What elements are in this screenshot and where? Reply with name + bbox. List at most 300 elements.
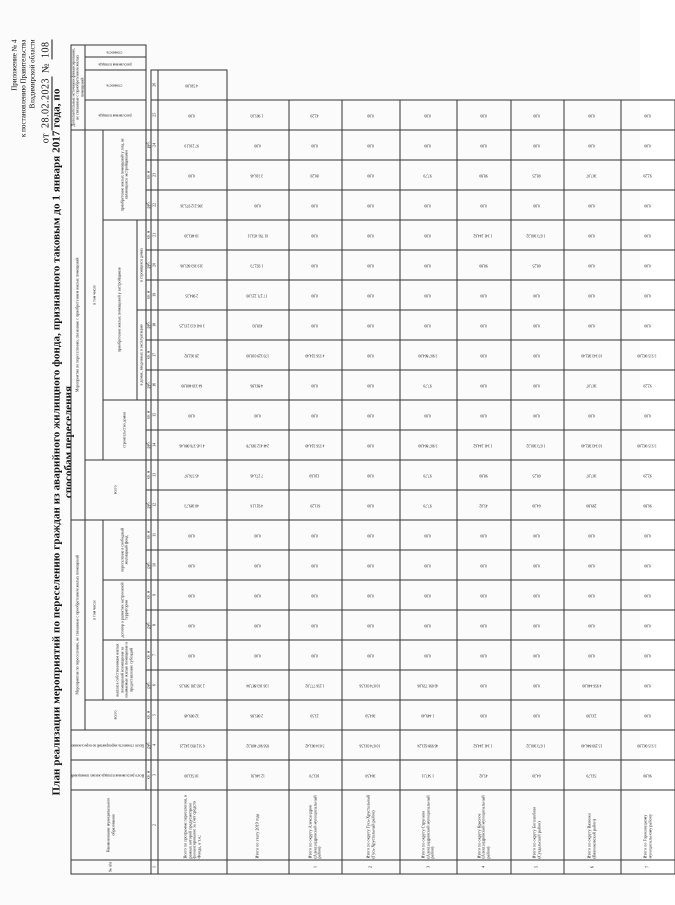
table-cell: 0,00 (289, 370, 342, 400)
table-cell: 0,00 (342, 610, 400, 640)
table-cell: 0,00 (621, 220, 674, 250)
table-cell: 23,50 (289, 700, 342, 730)
table-cell: 307,07 (564, 370, 622, 400)
unit-cell: руб. (146, 610, 151, 640)
table-cell: 98,80 (457, 250, 510, 280)
row-municipality: Итого по округу Струнино (Александровский муниципальный район) (400, 790, 458, 860)
unit-cell: кв. м (146, 220, 151, 250)
table-cell: 92,20 (621, 370, 674, 400)
table-cell: 98,80 (457, 160, 510, 190)
row-municipality: Итого по округу Александров (Александровский муниципальный район) (289, 790, 342, 860)
table-cell: 319 363 665,06 (158, 250, 227, 280)
header-including-2: в том числе (85, 130, 103, 460)
date-prefix: от (40, 133, 52, 144)
table-cell: 136 163 887,94 (227, 670, 289, 700)
header-group-not-related: Мероприятия по переселению, не связанные с приобретением жилых помещений (71, 520, 85, 730)
table-cell: 97 216,19 (158, 130, 227, 160)
table-cell: 0,00 (457, 580, 510, 610)
table-cell: 0,00 (564, 640, 622, 670)
column-number: 10 (151, 550, 158, 580)
unit-cell: руб. (146, 730, 151, 760)
table-cell: 1 673 300,32 (511, 430, 564, 460)
column-number: 25 (151, 100, 158, 130)
appendix-block (11, 40, 53, 144)
column-number: 20 (151, 250, 158, 280)
plan-table-wrap (70, 45, 657, 875)
table-cell: 68,25 (511, 460, 564, 490)
table-cell: 0,00 (511, 580, 564, 610)
table-cell: 299,80 (564, 490, 622, 520)
column-number: 19 (151, 280, 158, 310)
appendix-line-1: Приложение № 4 (10, 39, 19, 91)
table-cell: 0,00 (227, 400, 289, 430)
column-number: 23 (151, 160, 158, 190)
table-cell: 1 341 244,62 (457, 430, 510, 460)
table-cell: 98,80 (457, 460, 510, 490)
column-number: 11 (151, 520, 158, 550)
table-cell: 45,02 (457, 760, 510, 790)
table-cell: 1 673 300,32 (511, 730, 564, 760)
table-cell: 0,00 (158, 610, 227, 640)
table-cell: 0,00 (400, 280, 458, 310)
table-cell: 68,25 (511, 160, 564, 190)
table-cell: 0,00 (400, 580, 458, 610)
table-cell: 97,70 (400, 460, 458, 490)
table-cell: 0,00 (457, 100, 510, 130)
table-cell: 304,50 (342, 700, 400, 730)
table-cell: 0,00 (400, 520, 458, 550)
table-cell: 0,00 (342, 220, 400, 250)
table-cell: 0,00 (158, 400, 227, 430)
table-cell: 10 074 033,56 (342, 670, 400, 700)
table-cell: 68,25 (511, 250, 564, 280)
header-num: № п/п (71, 860, 151, 874)
table-cell: 97,70 (400, 490, 458, 520)
table-cell: 856 907 408,32 (227, 730, 289, 760)
table-cell: 0,00 (621, 700, 674, 730)
table-cell: 0,00 (564, 130, 622, 160)
header-construction: строительство домов (103, 400, 146, 460)
table-cell: 0,00 (158, 160, 227, 190)
table-cell: 4 893,86 (227, 370, 289, 400)
table-cell: 0,00 (289, 400, 342, 430)
column-number: 18 (151, 310, 158, 340)
table-cell: 0,00 (511, 520, 564, 550)
table-cell: 0,00 (621, 400, 674, 430)
unit-cell: кв. м (146, 280, 151, 310)
table-cell: 0,00 (289, 640, 342, 670)
row-number: 6 (564, 860, 622, 874)
table-cell: 64,30 (511, 490, 564, 520)
table-cell: 2 085,86 (227, 700, 289, 730)
table-cell: 0,00 (400, 310, 458, 340)
table-cell: 0,00 (457, 670, 510, 700)
unit-cell: кв. м (146, 160, 151, 190)
table-cell: 0,00 (289, 280, 342, 310)
table-cell: 0,00 (400, 190, 458, 220)
table-cell: 3 907 864,00 (400, 430, 458, 460)
table-cell: 0,00 (511, 310, 564, 340)
table-cell: 0,00 (158, 100, 227, 130)
table-cell: 64,30 (511, 760, 564, 790)
row-municipality: Итого по округу Гусь-Хрустальный (Гусь-Хрустальный район) (342, 790, 400, 860)
table-cell: 0,00 (621, 130, 674, 160)
header-total-1: всего (85, 700, 146, 730)
table-cell: 0,00 (511, 190, 564, 220)
table-cell: 64 339 408,09 (158, 370, 227, 400)
header-agreement: договор о развитии застроенной территории (103, 580, 146, 640)
unit-cell: руб. (146, 130, 151, 160)
table-cell: 458,93 (227, 310, 289, 340)
header-extra-4: стоимость (85, 45, 146, 57)
row-number (158, 860, 227, 874)
table-cell: 4 956 440,00 (564, 670, 622, 700)
table-cell: 0,00 (400, 550, 458, 580)
header-municipality: Наименование муниципального образования (71, 790, 151, 860)
table-cell: 4 556 324,40 (289, 340, 342, 370)
unit-cell: кв. м (146, 340, 151, 370)
unit-cell: руб. (146, 190, 151, 220)
table-cell: 0,00 (400, 220, 458, 250)
table-cell: 1 952,73 (227, 250, 289, 280)
table-cell: 396 212 975,36 (158, 190, 227, 220)
table-cell: 80,20 (289, 160, 342, 190)
row-municipality: Итого по Гороховецкому муниципальному району (621, 790, 674, 860)
row-number: 2 (342, 860, 400, 874)
table-cell: 0,00 (289, 250, 342, 280)
table-cell: 3 515 002,00 (621, 430, 674, 460)
table-cell: 0,00 (564, 100, 622, 130)
table-cell: 533,70 (564, 760, 622, 790)
table-cell: 3 907 864,00 (400, 340, 458, 370)
row-municipality: Итого по округу Вязники (Вязниковский район) (564, 790, 622, 860)
table-cell: 2 365 281 589,35 (158, 670, 227, 700)
table-cell: 0,00 (342, 340, 400, 370)
column-number: 2 (151, 790, 158, 860)
table-cell: 0,00 (457, 700, 510, 730)
row-municipality: Итого по округу Боголюбово (Суздальский район) (511, 790, 564, 860)
table-row (621, 45, 674, 874)
table-cell: 0,00 (511, 130, 564, 160)
table-cell: 0,00 (342, 370, 400, 400)
unit-cell: руб. (146, 550, 151, 580)
table-cell: 0,00 (457, 370, 510, 400)
table-cell: 2 984,35 (158, 280, 227, 310)
table-cell: 0,00 (289, 580, 342, 610)
header-extra-3: расселяемая площадь (85, 57, 146, 69)
table-cell: 0,00 (621, 190, 674, 220)
unit-cell: руб. (146, 370, 151, 400)
table-cell: 0,00 (511, 280, 564, 310)
table-cell: 1 256 777,02 (289, 670, 342, 700)
header-extra-1: расселяемая площадь (85, 100, 146, 130)
table-cell: 0,00 (457, 280, 510, 310)
row-number: 3 (400, 860, 458, 874)
table-cell: 0,00 (511, 400, 564, 430)
column-number: 8 (151, 610, 158, 640)
table-row (400, 45, 458, 874)
table-cell: 0,00 (511, 610, 564, 640)
table-cell: 103,70 (289, 760, 342, 790)
column-number: 22 (151, 190, 158, 220)
unit-cell: руб. (146, 250, 151, 280)
table-cell: 0,00 (511, 640, 564, 670)
table-cell: 0,00 (289, 310, 342, 340)
table-cell: 0,00 (457, 640, 510, 670)
table-cell: 10 483,30 (158, 220, 227, 250)
table-cell: 0,00 (621, 310, 674, 340)
column-number: 16 (151, 370, 158, 400)
table-cell: 0,00 (227, 130, 289, 160)
appendix-line-3: Владимирской области (28, 39, 37, 109)
column-number: 4 (151, 730, 158, 760)
row-number: 1 (289, 860, 342, 874)
table-cell: 0,00 (342, 280, 400, 310)
table-cell: 3 316,46 (227, 160, 289, 190)
appendix-line-2: к постановлению Правительства (19, 39, 28, 138)
row-municipality: Итого по этапу 2019 года (227, 790, 289, 860)
table-cell: 45,02 (457, 490, 510, 520)
row-municipality: Итого по округу Красное (Александровский муниципальный район) (457, 790, 510, 860)
table-cell: 3 041 613 215,25 (158, 310, 227, 340)
table-cell: 0,00 (621, 280, 674, 310)
table-cell: 0,00 (158, 580, 227, 610)
table-cell: 0,00 (457, 130, 510, 160)
unit-cell: кв. м (146, 640, 151, 670)
header-group-related: Мероприятия по переселению, связанные с приобретением жилых помещений (71, 130, 85, 520)
table-cell: 0,00 (564, 580, 622, 610)
table-cell: 4 556 324,40 (289, 430, 342, 460)
table-cell: 0,00 (227, 640, 289, 670)
table-cell: 0,00 (564, 280, 622, 310)
table-cell: 244 412 399,78 (227, 430, 289, 460)
table-cell: 10 074 033,56 (342, 730, 400, 760)
header-relocation: переселение в свободный жилищный фонд (103, 520, 146, 580)
table-cell: 6 512 893 242,21 (158, 730, 227, 760)
unit-cell: руб. (146, 310, 151, 340)
table-cell: 0,00 (289, 610, 342, 640)
rotated-sheet (1, 0, 657, 905)
table-cell: 0,00 (457, 400, 510, 430)
table-cell: 233,90 (564, 700, 622, 730)
table-cell: 40 389,73 (158, 490, 227, 520)
table-cell: 0,00 (400, 610, 458, 640)
table-cell: 0,00 (342, 430, 400, 460)
header-area: Всего расселяемая площадь жилых помещений (71, 760, 146, 790)
table-cell: 0,00 (342, 310, 400, 340)
column-number: 26 (151, 70, 158, 100)
table-cell: 0,00 (342, 400, 400, 430)
unit-cell: кв. м (146, 400, 151, 430)
table-cell: 0,00 (511, 100, 564, 130)
table-cell: 0,00 (457, 550, 510, 580)
table-cell: 0,00 (289, 550, 342, 580)
table-cell: 0,00 (342, 550, 400, 580)
table-cell: 43 091 759,06 (400, 670, 458, 700)
column-number: 7 (151, 640, 158, 670)
number-prefix: № (40, 63, 52, 74)
table-cell: 0,00 (511, 340, 564, 370)
table-cell: 0,00 (400, 250, 458, 280)
table-cell: 0,00 (564, 310, 622, 340)
table-row (457, 45, 510, 874)
unit-cell: руб. (146, 670, 151, 700)
header-cost: Всего стоимость мероприятий по переселению (71, 730, 146, 760)
table-cell: 0,00 (564, 520, 622, 550)
table-cell: 0,00 (621, 610, 674, 640)
table-cell: 0,00 (457, 310, 510, 340)
row-number (227, 860, 289, 874)
table-cell: 0,00 (511, 670, 564, 700)
header-extra-2: стоимость (85, 70, 146, 100)
table-cell: 10 343 382,40 (564, 340, 622, 370)
table-cell: 304,50 (342, 760, 400, 790)
table-cell: 0,00 (564, 220, 622, 250)
table-cell: 0,00 (564, 610, 622, 640)
header-including-1: в том числе (85, 520, 103, 700)
table-cell: 4 145 376 080,46 (158, 430, 227, 460)
unit-cell: кв. м (146, 580, 151, 610)
table-cell: 97,70 (400, 160, 458, 190)
unit-cell: кв. м (146, 700, 151, 730)
table-cell: 10 343 382,40 (564, 430, 622, 460)
table-cell: 1 905,03 (227, 100, 289, 130)
table-cell: 0,00 (158, 550, 227, 580)
table-cell: 12 346,91 (227, 760, 289, 790)
row-number: 5 (511, 860, 564, 874)
table-cell: 0,00 (342, 520, 400, 550)
table-cell: 28 362,82 (158, 340, 227, 370)
table-cell: 0,00 (457, 190, 510, 220)
table-cell: 0,00 (564, 550, 622, 580)
column-number: 6 (151, 670, 158, 700)
table-cell: 97,70 (400, 370, 458, 400)
column-number: 24 (151, 130, 158, 160)
table-cell: 0,00 (400, 400, 458, 430)
table-cell: 7 273,46 (227, 460, 289, 490)
table-cell: 10 533,00 (158, 760, 227, 790)
column-number: 21 (151, 220, 158, 250)
table-cell: 0,00 (564, 400, 622, 430)
unit-cell: кв. м (146, 760, 151, 790)
table-cell: 0,00 (227, 580, 289, 610)
table-cell: 0,00 (564, 190, 622, 220)
table-cell: 1 673 300,32 (511, 220, 564, 250)
table-cell: 170 329 018,00 (227, 340, 289, 370)
column-number: 1 (151, 860, 158, 874)
table-cell: 0,00 (227, 520, 289, 550)
table-cell: 17 271 225,09 (227, 280, 289, 310)
header-buy-other: приобретение жилых помещений у лиц, не являющихся застройщиками (103, 130, 146, 220)
table-cell: 46 998 623,24 (400, 730, 458, 760)
plan-table (71, 45, 675, 875)
table-cell: 0,00 (511, 550, 564, 580)
column-number: 15 (151, 400, 158, 430)
table-row (564, 45, 622, 874)
column-number: 9 (151, 580, 158, 610)
table-cell: 0,00 (158, 520, 227, 550)
table-cell: 92,20 (621, 160, 674, 190)
table-cell: 0,00 (342, 100, 400, 130)
table-cell: 4 921,16 (227, 490, 289, 520)
table-cell: 96,80 (621, 490, 674, 520)
table-cell: 0,00 (511, 700, 564, 730)
header-in-built: в домах, введенных в эксплуатацию (137, 310, 146, 400)
table-cell: 0,00 (621, 640, 674, 670)
table-cell: 0,00 (342, 490, 400, 520)
header-in-unbuilt: в строящихся домах (137, 220, 146, 310)
table-cell: 0,00 (621, 580, 674, 610)
header-extra: Дополнительные источники финансирования, не связанные с приобретением жилых помещений (71, 45, 85, 130)
unit-cell: руб. (146, 490, 151, 520)
table-cell: 0,00 (342, 250, 400, 280)
table-row (158, 45, 227, 874)
table-cell: 0,00 (400, 100, 458, 130)
row-number: 7 (621, 860, 674, 874)
table-cell: 96,80 (621, 760, 674, 790)
table-cell: 4 536,00 (158, 70, 227, 100)
date-value: 28.02.2023 (40, 78, 52, 129)
table-cell: 0,00 (342, 190, 400, 220)
table-cell: 0,00 (457, 520, 510, 550)
table-cell: 0,00 (457, 340, 510, 370)
table-cell: 0,00 (342, 460, 400, 490)
header-buy-new: приобретение жилых помещений у застройщиков (103, 220, 136, 400)
column-number: 13 (151, 460, 158, 490)
table-cell: 0,00 (227, 550, 289, 580)
table-row (289, 45, 342, 874)
table-cell: 0,00 (621, 250, 674, 280)
table-cell: 0,00 (564, 250, 622, 280)
table-cell: 0,00 (289, 130, 342, 160)
table-cell: 0,00 (400, 130, 458, 160)
column-number: 17 (151, 340, 158, 370)
table-cell: 32 009,48 (158, 700, 227, 730)
table-row (511, 45, 564, 874)
column-number: 3 (151, 760, 158, 790)
table-cell: 0,00 (621, 100, 674, 130)
table-cell: 3 515 002,00 (621, 340, 674, 370)
table-cell: 61 791 453,11 (227, 220, 289, 250)
table-cell: 307,07 (564, 460, 622, 490)
column-number: 5 (151, 700, 158, 730)
table-cell: 1 449,40 (400, 700, 458, 730)
table-cell: 0,00 (227, 610, 289, 640)
table-cell: 45 576,97 (158, 460, 227, 490)
table-cell: 3 515 002,00 (621, 730, 674, 760)
table-cell: 5 014 003,42 (289, 730, 342, 760)
table-cell: 611,20 (289, 490, 342, 520)
table-cell: 0,00 (158, 640, 227, 670)
table-cell: 0,00 (289, 190, 342, 220)
table-row (227, 45, 289, 874)
column-number: 14 (151, 430, 158, 460)
table-cell: 42,20 (289, 100, 342, 130)
table-cell: 0,00 (342, 640, 400, 670)
table-cell: 0,00 (511, 370, 564, 400)
table-cell: 0,00 (621, 520, 674, 550)
number-value: 108 (40, 41, 52, 58)
row-number: 4 (457, 860, 510, 874)
table-cell: 0,00 (227, 190, 289, 220)
table-cell: 15 299 846,40 (564, 730, 622, 760)
table-row (342, 45, 400, 874)
table-cell: 0,00 (289, 220, 342, 250)
table-cell: 0,00 (400, 640, 458, 670)
table-cell: 0,00 (342, 580, 400, 610)
table-cell: 0,00 (457, 610, 510, 640)
table-cell: 0,00 (621, 670, 674, 700)
